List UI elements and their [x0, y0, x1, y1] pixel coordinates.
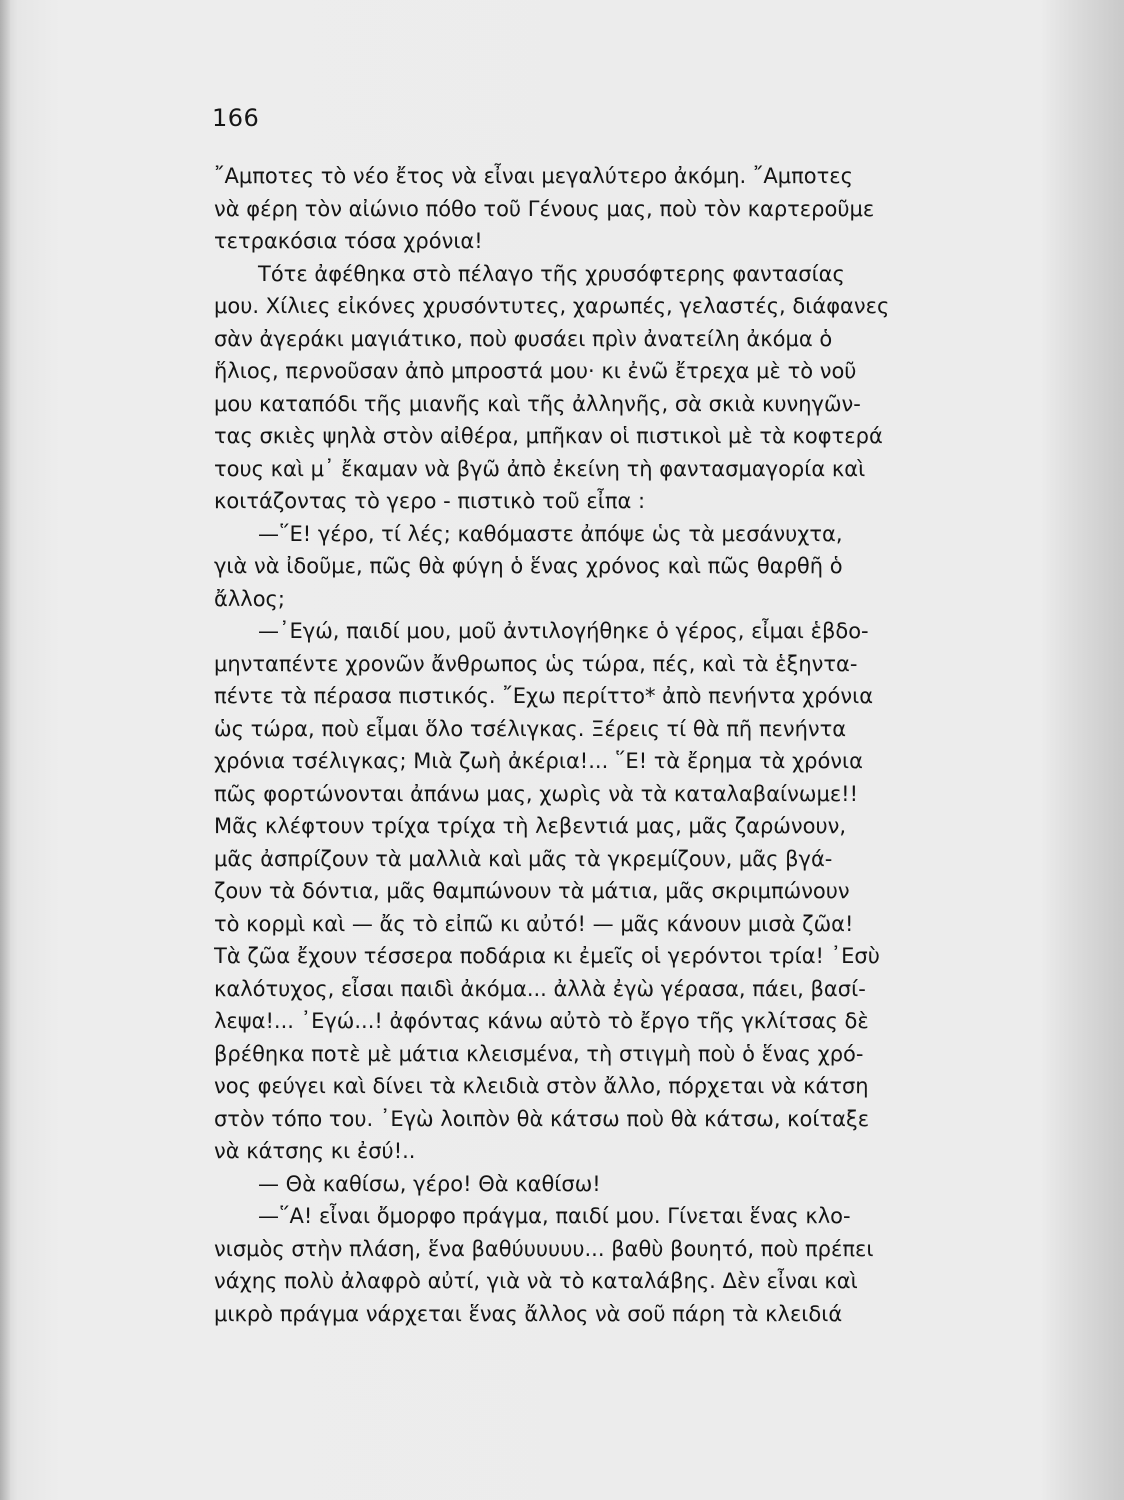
page-gutter-shadow	[0, 0, 10, 1500]
text-line-13: γιὰ νὰ ἰδοῦμε, πῶς θὰ φύγη ὁ ἕνας χρόνος καὶ πῶς θαρθῆ ὁ	[214, 554, 843, 578]
text-line-8: μου καταπόδι τῆς μιανῆς καὶ τῆς ἀλληνῆς, σὰ σκιὰ κυνηγῶν-	[214, 391, 861, 416]
text-line-17: πέντε τὰ πέρασα πιστικός. ῎Εχω περίττο* ἀπὸ πενήντα χρόνια	[214, 684, 874, 708]
text-line-10: τους καὶ μ᾽ ἔκαμαν νὰ βγῶ ἀπὸ ἐκείνη τὴ φαντασμαγορία καὶ	[214, 456, 866, 481]
text-line-12: —῞Ε! γέρο, τί λές; καθόμαστε ἀπόψε ὡς τὰ μεσάνυχτα,	[258, 521, 843, 546]
page-number: 166	[212, 104, 260, 132]
text-line-7: ἥλιος, περνοῦσαν ἀπὸ μπροστά μου· κι ἐνῶ ἔτρεχα μὲ τὸ νοῦ	[214, 359, 857, 383]
text-line-33: —῞Α! εἶναι ὄμορφο πράγμα, παιδί μου. Γίνεται ἕνας κλο-	[258, 1204, 851, 1228]
text-line-3: τετρακόσια τόσα χρόνια!	[214, 229, 483, 253]
text-line-21: Μᾶς κλέφτουν τρίχα τρίχα τὴ λεβεντιά μας, μᾶς ζαρώνουν,	[214, 814, 847, 838]
text-line-16: μηνταπέντε χρονῶν ἄνθρωπος ὡς τώρα, πές, καὶ τὰ ἑξηντα-	[214, 651, 858, 676]
text-line-32: — Θὰ καθίσω, γέρο! Θὰ καθίσω!	[258, 1171, 601, 1196]
text-line-27: λεψα!... ᾽Εγώ...! ἀφόντας κάνω αὐτὸ τὸ ἔργο τῆς γκλίτσας δὲ	[214, 1009, 869, 1033]
text-line-5: μου. Χίλιες εἰκόνες χρυσόντυτες, χαρωπές, γελαστές, διάφανες	[214, 294, 890, 318]
text-line-31: νὰ κάτσης κι ἐσύ!..	[214, 1139, 416, 1163]
text-line-6: σὰν ἀγεράκι μαγιάτικο, ποὺ φυσάει πρὶν ἀνατείλη ἀκόμα ὁ	[214, 326, 833, 351]
text-line-1: ῎Αμποτες τὸ νέο ἔτος νὰ εἶναι μεγαλύτερο ἀκόμη. ῎Αμποτες	[214, 164, 853, 188]
text-line-4: Τότε ἀφέθηκα στὸ πέλαγο τῆς χρυσόφτερης φαντασίας	[258, 261, 845, 286]
text-line-15: —᾽Εγώ, παιδί μου, μοῦ ἀντιλογήθηκε ὁ γέρος, εἶμαι ἑβδο-	[258, 619, 869, 643]
body-text	[214, 160, 1070, 1330]
text-line-9: τας σκιὲς ψηλὰ στὸν αἰθέρα, μπῆκαν οἱ πιστικοὶ μὲ τὰ κοφτερά	[214, 424, 883, 448]
text-line-35: νάχης πολὺ ἀλαφρὸ αὐτί, γιὰ νὰ τὸ καταλάβης. Δὲν εἶναι καὶ	[214, 1269, 858, 1293]
text-line-25: Τὰ ζῶα ἔχουν τέσσερα ποδάρια κι ἐμεῖς οἱ γερόντοι τρία! ᾽Εσὺ	[214, 944, 880, 968]
text-line-11: κοιτάζοντας τὸ γερο - πιστικὸ τοῦ εἶπα :	[214, 489, 646, 513]
text-line-24: τὸ κορμὶ καὶ — ἄς τὸ εἰπῶ κι αὐτό! — μᾶς κάνουν μισὰ ζῶα!	[214, 911, 854, 936]
text-line-14: ἄλλος;	[214, 586, 285, 611]
text-line-30: στὸν τόπο του. ᾽Εγὼ λοιπὸν θὰ κάτσω ποὺ θὰ κάτσω, κοίταξε	[214, 1106, 870, 1131]
text-line-19: χρόνια τσέλιγκας; Μιὰ ζωὴ ἀκέρια!... ῞Ε! τὰ ἔρημα τὰ χρόνια	[214, 749, 863, 773]
text-line-36: μικρὸ πράγμα νάρχεται ἕνας ἄλλος νὰ σοῦ πάρη τὰ κλειδιά	[214, 1301, 843, 1326]
text-line-34: νισμὸς στὴν πλάση, ἕνα βαθύυυυυυ... βαθὺ βουητό, ποὺ πρέπει	[214, 1236, 874, 1261]
text-line-18: ὡς τώρα, ποὺ εἶμαι ὅλο τσέλιγκας. Ξέρεις τί θὰ πῆ πενήντα	[214, 716, 847, 741]
text-line-23: ζουν τὰ δόντια, μᾶς θαμπώνουν τὰ μάτια, μᾶς σκριμπώνουν	[214, 879, 850, 903]
text-line-2: νὰ φέρη τὸν αἰώνιο πόθο τοῦ Γένους μας, ποὺ τὸν καρτεροῦμε	[214, 196, 875, 221]
text-line-22: μᾶς ἀσπρίζουν τὰ μαλλιὰ καὶ μᾶς τὰ γκρεμίζουν, μᾶς βγά-	[214, 846, 833, 871]
text-line-29: νος φεύγει καὶ δίνει τὰ κλειδιὰ στὸν ἄλλο, πόρχεται νὰ κάτση	[214, 1074, 869, 1098]
text-line-20: πῶς φορτώνονται ἀπάνω μας, χωρὶς νὰ τὰ καταλαβαίνωμε!!	[214, 781, 859, 806]
text-line-26: καλότυχος, εἶσαι παιδὶ ἀκόμα... ἀλλὰ ἐγὼ γέρασα, πάει, βασί-	[214, 976, 866, 1001]
text-line-28: βρέθηκα ποτὲ μὲ μάτια κλεισμένα, τὴ στιγμὴ ποὺ ὁ ἕνας χρό-	[214, 1041, 864, 1066]
